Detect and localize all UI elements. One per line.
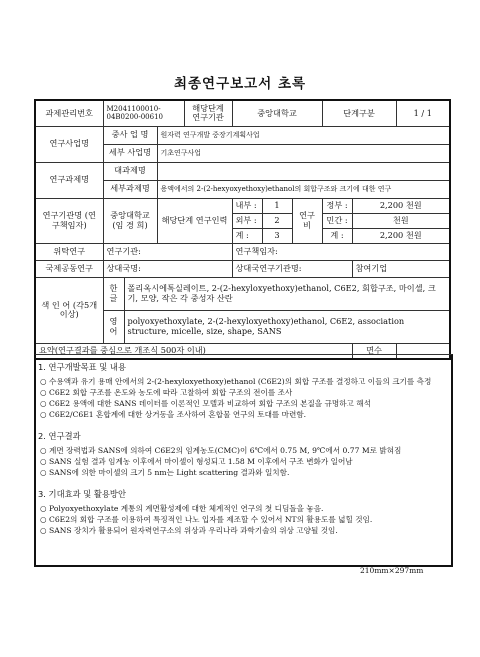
task-sub-value: 용액에서의 2-(2-hexyoxyethoxy)ethanol의 회합구조와 크기에 대한 연구 (157, 180, 450, 198)
gov-label: 정부 : (322, 198, 352, 213)
section (38, 488, 449, 536)
list-item: ○ 수용액과 유기 용매 안에서의 2-(2-hexyloxyethoxy)ethanol (C6E2)의 회합 구조를 결정하고 이들의 크기를 측정 (40, 377, 432, 386)
paper-size-note: 210mm×297mm (360, 566, 424, 575)
intl-org: 상대국연구기관명: (232, 260, 352, 277)
intl-country: 상대국명: (103, 260, 232, 277)
list-item: ○ Polyoxyethoxylate 계통의 계면활성제에 대한 체계적인 연구의 첫 디딤돌을 놓음. (40, 504, 324, 513)
stage-value: 중앙대학교 (232, 100, 322, 126)
english-keywords: polyoxyethoxylate, 2-(2-hexyloxyethoxy)ethanol, C6E2, association structure, micelle, size, shape, SANS (124, 310, 450, 343)
pages-label: 면수 (352, 343, 396, 359)
project-number: M2041100010-04B0200-00610 (103, 100, 184, 126)
list-item: ○ C6E2 회합 구조를 온도와 농도에 따라 고찰하여 회합 구조의 전이를 조사 (40, 388, 293, 397)
list-item: ○ C6E2의 회합 구조를 이용하여 특징적인 나노 입자를 제조할 수 있어서 NT의 활용도를 넓힐 것임. (40, 515, 373, 524)
summary-body (34, 354, 453, 567)
internal-label: 내부 : (232, 198, 262, 213)
list-item: ○ C6E2 용액에 대한 SANS 데이터를 이론적인 모델과 비교하여 회합 구조의 본질을 규명하고 해석 (40, 399, 371, 408)
program-sub-value: 기초연구사업 (157, 144, 450, 162)
korean-label: 한글 (103, 277, 124, 310)
list-item: ○ SANS 장치가 활용되어 원자력연구소의 위상과 우리나라 과학기술의 위상 고양될 것임. (40, 526, 338, 535)
cost-total-value: 2,200 천원 (352, 228, 450, 243)
consign-org: 연구기관: (103, 243, 232, 260)
stage-division-value: 1 / 1 (396, 100, 450, 126)
section-heading: 1. 연구개발목표 및 내용 (38, 362, 126, 372)
program-main-value: 원자력 연구개발 중장기계획사업 (157, 126, 450, 144)
private-value: 천원 (352, 213, 450, 228)
list-item: ○ 계면 장력법과 SANS에 의하여 C6E2의 임계농도(CMC)이 6℃에서 0.75 M, 9℃에서 0.77 M로 밝혀짐 (40, 446, 402, 455)
cost-total-label: 계 : (322, 228, 352, 243)
korean-keywords: 폴리옥시에톡실레이트, 2-(2-hexyloxyethoxy)ethanol, C6E2, 회합구조, 마이셀, 크기, 모양, 작은 각 중성자 산란 (124, 277, 450, 310)
list-item: ○ C6E2/C6E1 혼합계에 대한 상거동을 조사하여 혼합물 연구의 토대를 마련함. (40, 410, 307, 419)
task-label: 연구과제명 (35, 162, 103, 198)
participant-label: 참여기업 (352, 260, 450, 277)
total-value: 3 (262, 228, 292, 243)
external-label: 외부 : (232, 213, 262, 228)
internal-value: 1 (262, 198, 292, 213)
consign-person: 연구책임자: (232, 243, 450, 260)
program-main-label: 중사 업 명 (103, 126, 157, 144)
list-item: ○ SANS 실험 결과 임계농 이후에서 마이셀이 형성되고 1.58 M 이후에서 구조 변화가 일어남 (40, 457, 353, 466)
leader-label: 연구기관명 (연구책임자) (35, 198, 103, 243)
program-label: 연구사업명 (35, 126, 103, 162)
project-number-label: 과제관리번호 (35, 100, 103, 126)
consign-label: 위탁연구 (35, 243, 103, 260)
summary-meta-table (34, 99, 451, 360)
english-label: 영어 (103, 310, 124, 343)
section-heading: 2. 연구결과 (38, 431, 81, 441)
summary-label: 요약(연구결과를 중심으로 개조식 500자 이내) (35, 343, 352, 359)
section (38, 361, 449, 420)
private-label: 민간 : (322, 213, 352, 228)
section-heading: 3. 기대효과 및 활용방안 (38, 489, 126, 499)
section (38, 430, 449, 478)
stage-label: 해당단계 연구기관 (184, 100, 232, 126)
task-main-value (157, 162, 450, 180)
page-title: 최종연구보고서 초록 (173, 76, 307, 92)
stage-division-label: 단계구분 (322, 100, 396, 126)
cost-label: 연구비 (292, 198, 322, 243)
leader-value: 중앙대학교 (임 경 희) (103, 198, 157, 243)
program-sub-label: 세부 사업명 (103, 144, 157, 162)
intl-label: 국제공동연구 (35, 260, 103, 277)
task-main-label: 대과제명 (103, 162, 157, 180)
gov-value: 2,200 천원 (352, 198, 450, 213)
total-label: 계 : (232, 228, 262, 243)
staff-label: 해당단계 연구인력 (157, 198, 232, 243)
keyword-label: 색 인 어 (각5개이상) (35, 277, 103, 343)
task-sub-label: 세부과제명 (103, 180, 157, 198)
external-value: 2 (262, 213, 292, 228)
list-item: ○ SANS에 의한 마이셀의 크기 5 nm는 Light scattering 결과와 일치함. (40, 468, 290, 477)
